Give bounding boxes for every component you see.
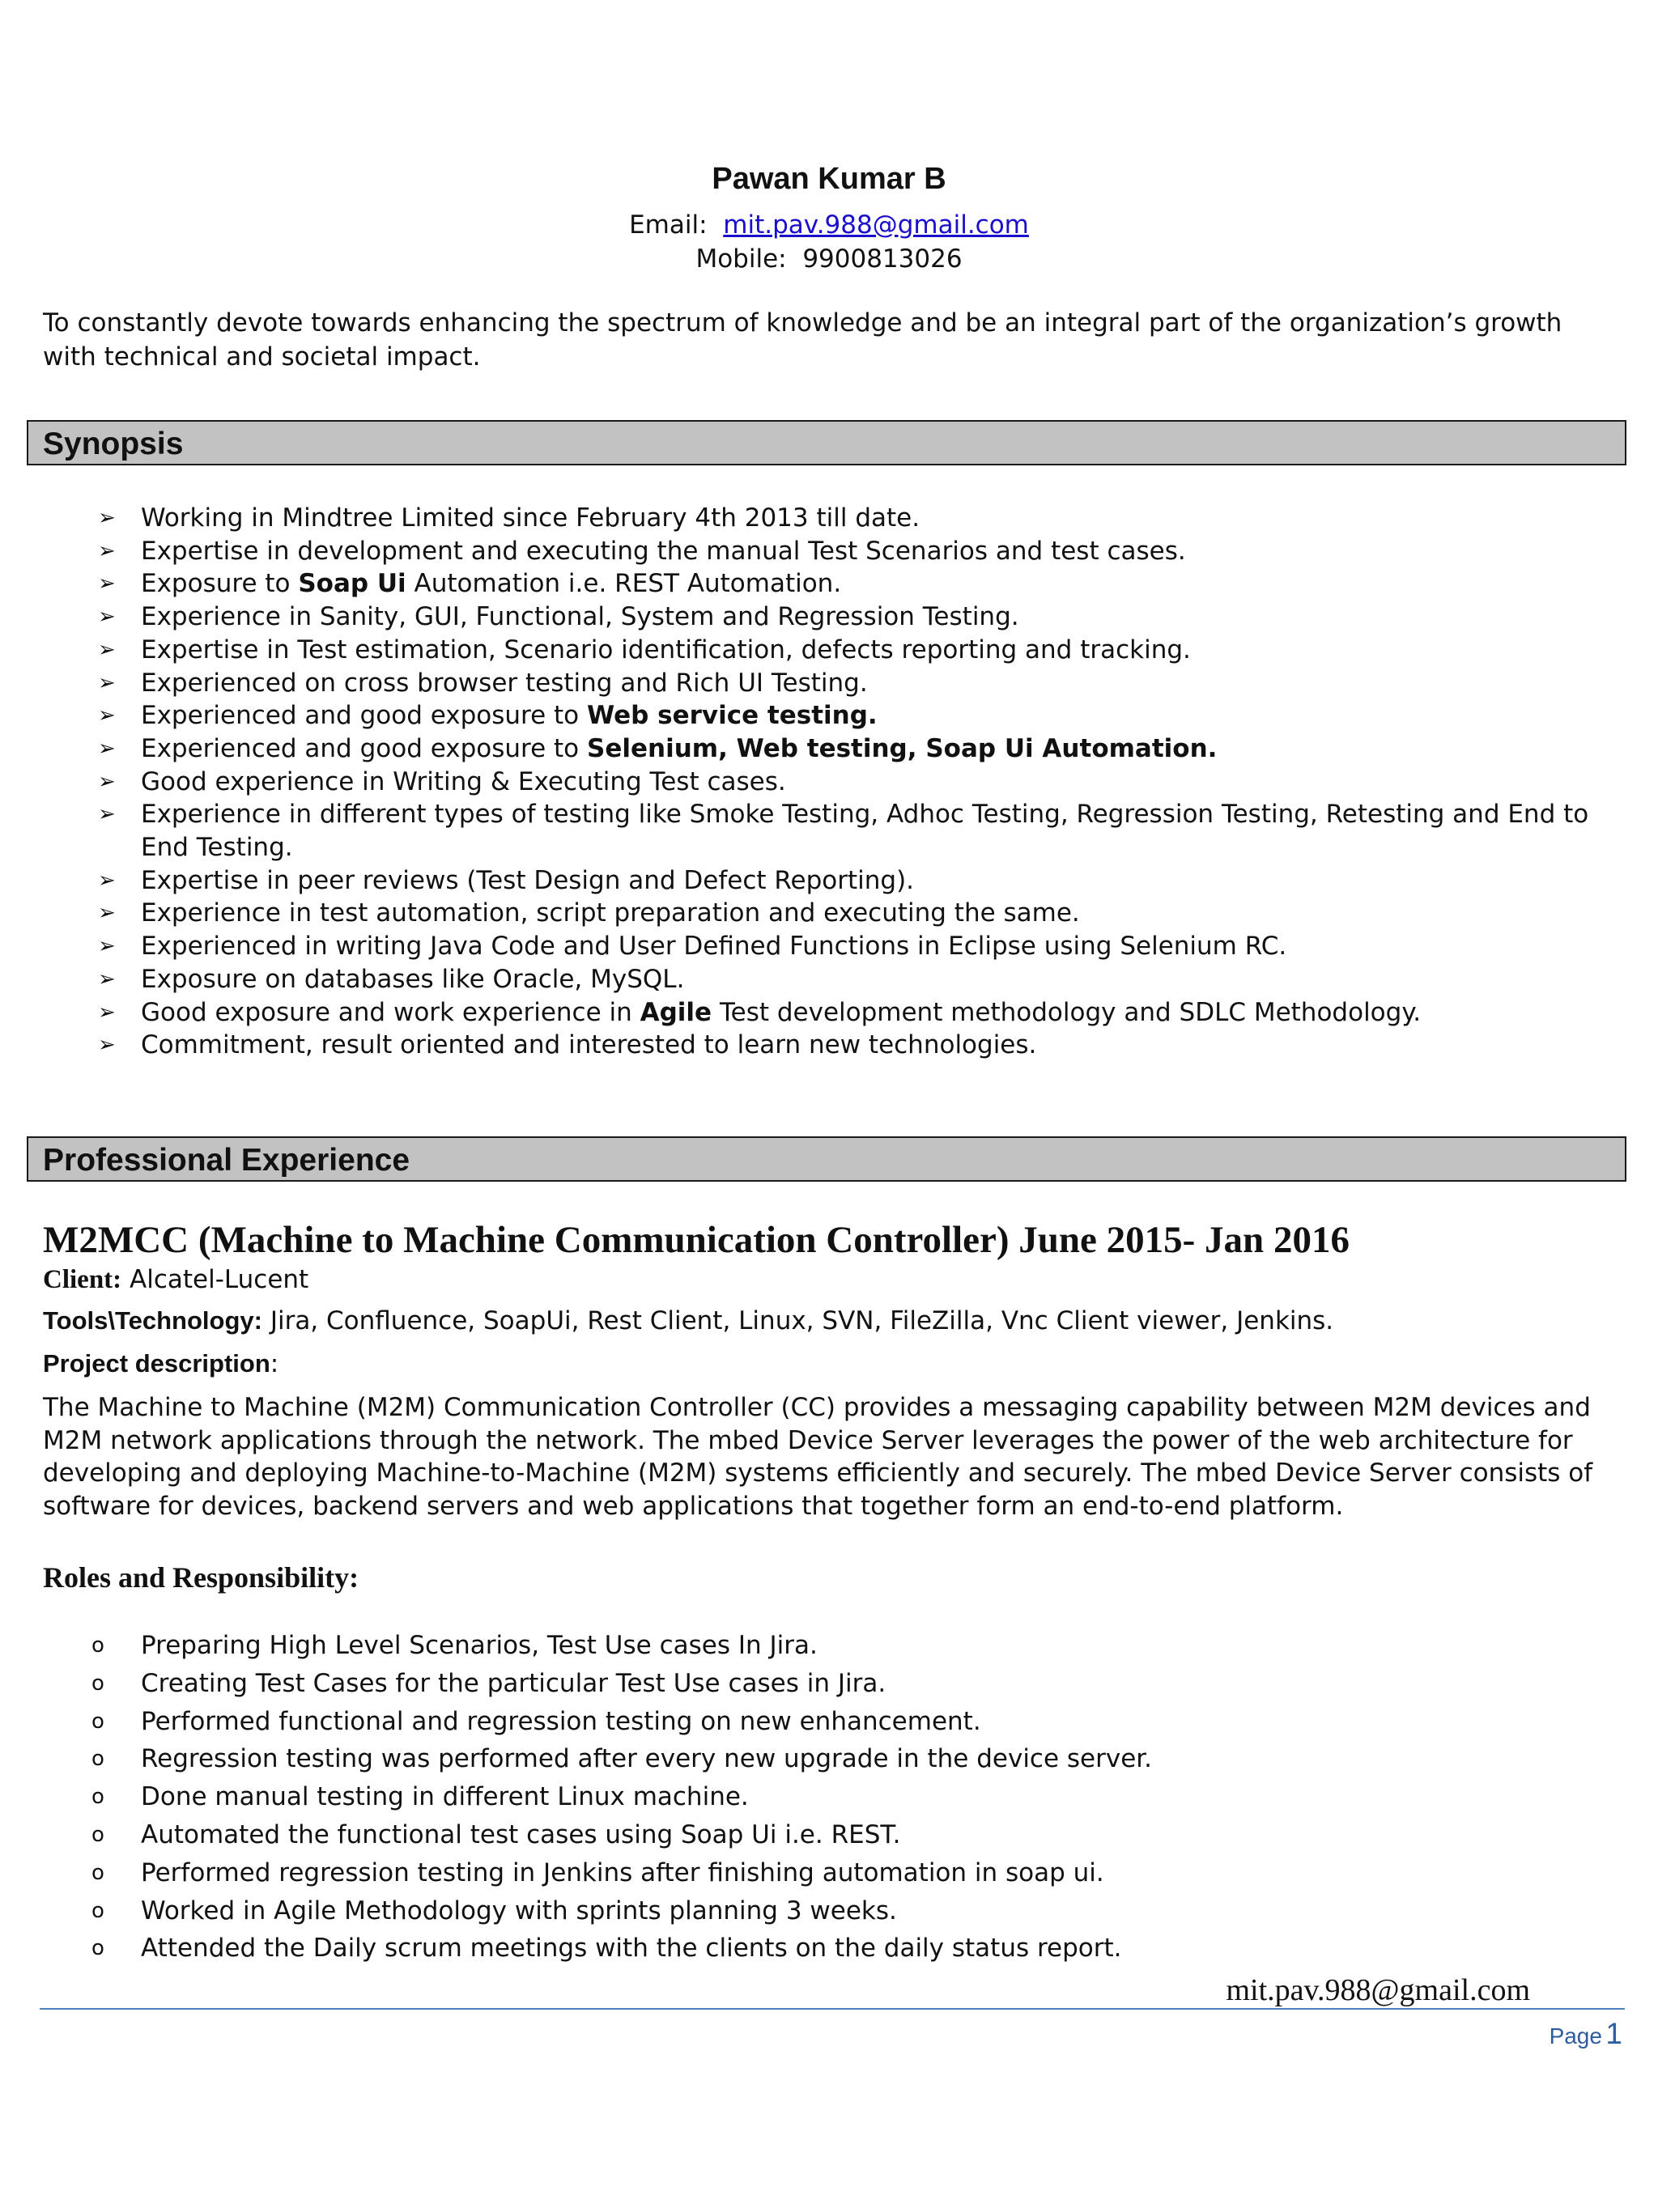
project-title: M2MCC (Machine to Machine Communication Controller) June 2015- Jan 2016 bbox=[43, 1219, 1350, 1261]
synopsis-item bbox=[0, 567, 1658, 601]
footer-divider bbox=[40, 2008, 1625, 2010]
synopsis-item bbox=[0, 798, 1658, 864]
arrow-bullet-icon: ➢ bbox=[98, 637, 116, 662]
client-value: Alcatel-Lucent bbox=[130, 1265, 309, 1294]
synopsis-section-header bbox=[27, 420, 1626, 465]
mobile-line bbox=[0, 243, 1658, 275]
arrow-bullet-icon: ➢ bbox=[98, 934, 116, 959]
roles-heading: Roles and Responsibility: bbox=[43, 1561, 359, 1594]
client-label: Client: bbox=[43, 1265, 122, 1294]
circle-bullet-icon: o bbox=[91, 1936, 104, 1961]
arrow-bullet-icon: ➢ bbox=[98, 736, 116, 761]
mobile-label: Mobile: bbox=[695, 244, 787, 274]
page-number: 1 bbox=[1605, 2017, 1622, 2050]
synopsis-item bbox=[0, 601, 1658, 634]
tools-value: Jira, Confluence, SoapUi, Rest Client, Linux, SVN, FileZilla, Vnc Client viewer, Jenkins. bbox=[270, 1306, 1334, 1335]
tools-label: Tools\Technology: bbox=[43, 1306, 262, 1335]
synopsis-item bbox=[0, 1029, 1658, 1062]
roles-list bbox=[0, 1627, 1658, 1968]
synopsis-item-emphasis: Web service testing. bbox=[587, 701, 878, 731]
role-item-text: Automated the functional test cases using Soap Ui i.e. REST. bbox=[141, 1819, 901, 1849]
circle-bullet-icon: o bbox=[91, 1671, 104, 1696]
role-item bbox=[0, 1703, 1658, 1741]
role-item-text: Regression testing was performed after every new upgrade in the device server. bbox=[141, 1744, 1153, 1774]
role-item-text: Done manual testing in different Linux machine. bbox=[141, 1782, 749, 1812]
circle-bullet-icon: o bbox=[91, 1898, 104, 1923]
arrow-bullet-icon: ➢ bbox=[98, 538, 116, 563]
email-link[interactable]: mit.pav.988@gmail.com bbox=[723, 210, 1029, 240]
synopsis-item-emphasis: Agile bbox=[640, 997, 712, 1027]
career-objective: To constantly devote towards enhancing the spectrum of knowledge and be an integral part of the organization’s growth with technical and societal impact. bbox=[43, 308, 1562, 371]
footer-email: mit.pav.988@gmail.com bbox=[1226, 1973, 1530, 2007]
email-label: Email: bbox=[629, 210, 708, 240]
synopsis-item bbox=[0, 634, 1658, 667]
project-description-colon: : bbox=[270, 1349, 279, 1378]
synopsis-list bbox=[0, 502, 1658, 1062]
arrow-bullet-icon: ➢ bbox=[98, 605, 116, 630]
synopsis-item bbox=[0, 766, 1658, 799]
page-label: Page bbox=[1549, 2023, 1602, 2049]
role-item-text: Preparing High Level Scenarios, Test Use cases In Jira. bbox=[141, 1631, 818, 1660]
circle-bullet-icon: o bbox=[91, 1709, 104, 1734]
role-item bbox=[0, 1627, 1658, 1665]
synopsis-item-text: Experience in different types of testing like Smoke Testing, Adhoc Testing, Regression Testing, Retesting and End to End Testing. bbox=[141, 800, 1589, 863]
synopsis-item bbox=[0, 897, 1658, 930]
arrow-bullet-icon: ➢ bbox=[98, 966, 116, 991]
synopsis-item bbox=[0, 535, 1658, 568]
synopsis-item-text: Experienced and good exposure to bbox=[141, 733, 588, 763]
synopsis-item bbox=[0, 963, 1658, 996]
arrow-bullet-icon: ➢ bbox=[98, 670, 116, 695]
arrow-bullet-icon: ➢ bbox=[98, 901, 116, 926]
project-description-label-line bbox=[43, 1348, 1622, 1380]
arrow-bullet-icon: ➢ bbox=[98, 703, 116, 728]
synopsis-item-text: Experience in Sanity, GUI, Functional, System and Regression Testing. bbox=[141, 602, 1019, 632]
role-item bbox=[0, 1740, 1658, 1778]
arrow-bullet-icon: ➢ bbox=[98, 1033, 116, 1058]
synopsis-item-text: Expertise in peer reviews (Test Design and Defect Reporting). bbox=[141, 865, 915, 895]
synopsis-item-text: Working in Mindtree Limited since February 4th 2013 till date. bbox=[141, 503, 920, 533]
synopsis-item-text: Experienced on cross browser testing and Rich UI Testing. bbox=[141, 668, 868, 698]
synopsis-item-text: Expertise in Test estimation, Scenario identification, defects reporting and tracking. bbox=[141, 635, 1191, 664]
role-item bbox=[0, 1930, 1658, 1968]
synopsis-title: Synopsis bbox=[43, 427, 184, 461]
arrow-bullet-icon: ➢ bbox=[98, 506, 116, 530]
circle-bullet-icon: o bbox=[91, 1747, 104, 1772]
synopsis-item-text: Experienced in writing Java Code and User Defined Functions in Eclipse using Selenium RC. bbox=[141, 932, 1287, 962]
arrow-bullet-icon: ➢ bbox=[98, 571, 116, 597]
arrow-bullet-icon: ➢ bbox=[98, 769, 116, 794]
synopsis-item-text: Commitment, result oriented and interested to learn new technologies. bbox=[141, 1030, 1037, 1060]
role-item-text: Creating Test Cases for the particular Test Use cases in Jira. bbox=[141, 1668, 886, 1698]
synopsis-item-text: Expertise in development and executing the manual Test Scenarios and test cases. bbox=[141, 536, 1186, 566]
synopsis-item-text: Experience in test automation, script preparation and executing the same. bbox=[141, 898, 1080, 928]
page-number-footer bbox=[1550, 2017, 1622, 2051]
synopsis-item bbox=[0, 667, 1658, 700]
experience-title: Professional Experience bbox=[43, 1143, 410, 1178]
mobile-number: 9900813026 bbox=[802, 244, 963, 274]
role-item-text: Attended the Daily scrum meetings with the clients on the daily status report. bbox=[141, 1934, 1122, 1964]
synopsis-item bbox=[0, 864, 1658, 898]
role-item bbox=[0, 1778, 1658, 1816]
role-item-text: Performed functional and regression testing on new enhancement. bbox=[141, 1706, 981, 1736]
project-description-label: Project description bbox=[43, 1349, 270, 1378]
synopsis-item bbox=[0, 930, 1658, 963]
tools-line bbox=[43, 1305, 1622, 1337]
synopsis-item-text: Good experience in Writing & Executing Test cases. bbox=[141, 766, 786, 796]
synopsis-item bbox=[0, 996, 1658, 1030]
experience-section-header bbox=[27, 1136, 1626, 1182]
synopsis-item-text: Good exposure and work experience in bbox=[141, 997, 640, 1027]
role-item bbox=[0, 1665, 1658, 1703]
client-line bbox=[43, 1263, 1622, 1296]
synopsis-item-text-tail: Automation i.e. REST Automation. bbox=[406, 569, 842, 599]
synopsis-item bbox=[0, 502, 1658, 535]
role-item bbox=[0, 1892, 1658, 1930]
circle-bullet-icon: o bbox=[91, 1822, 104, 1847]
role-item bbox=[0, 1816, 1658, 1854]
synopsis-item-text: Experienced and good exposure to bbox=[141, 701, 588, 731]
role-item-text: Performed regression testing in Jenkins after finishing automation in soap ui. bbox=[141, 1857, 1104, 1887]
synopsis-item-text-tail: Test development methodology and SDLC Methodology. bbox=[712, 997, 1422, 1027]
circle-bullet-icon: o bbox=[91, 1860, 104, 1885]
project-description: The Machine to Machine (M2M) Communication Controller (CC) provides a messaging capability between M2M devices and M2M network applications through the network. The mbed Device Server leverages the power of the web architecture for developing and deploying Machine-to-Machine (M2M) systems efficiently and securely. The mbed Device Server consists of software for devices, backend servers and web applications that together form an end-to-end platform. bbox=[43, 1393, 1593, 1521]
synopsis-item-emphasis: Selenium, Web testing, Soap Ui Automation. bbox=[587, 733, 1218, 763]
arrow-bullet-icon: ➢ bbox=[98, 802, 116, 827]
synopsis-item bbox=[0, 732, 1658, 766]
arrow-bullet-icon: ➢ bbox=[98, 1000, 116, 1025]
synopsis-item-text: Exposure on databases like Oracle, MySQL. bbox=[141, 964, 685, 994]
email-line bbox=[0, 209, 1658, 241]
synopsis-item-text: Exposure to bbox=[141, 569, 299, 599]
role-item-text: Worked in Agile Methodology with sprints planning 3 weeks. bbox=[141, 1896, 897, 1925]
role-item bbox=[0, 1854, 1658, 1892]
synopsis-item bbox=[0, 699, 1658, 732]
candidate-name: Pawan Kumar B bbox=[712, 162, 946, 196]
circle-bullet-icon: o bbox=[91, 1633, 104, 1658]
arrow-bullet-icon: ➢ bbox=[98, 868, 116, 893]
synopsis-item-emphasis: Soap Ui bbox=[298, 569, 406, 599]
circle-bullet-icon: o bbox=[91, 1785, 104, 1810]
